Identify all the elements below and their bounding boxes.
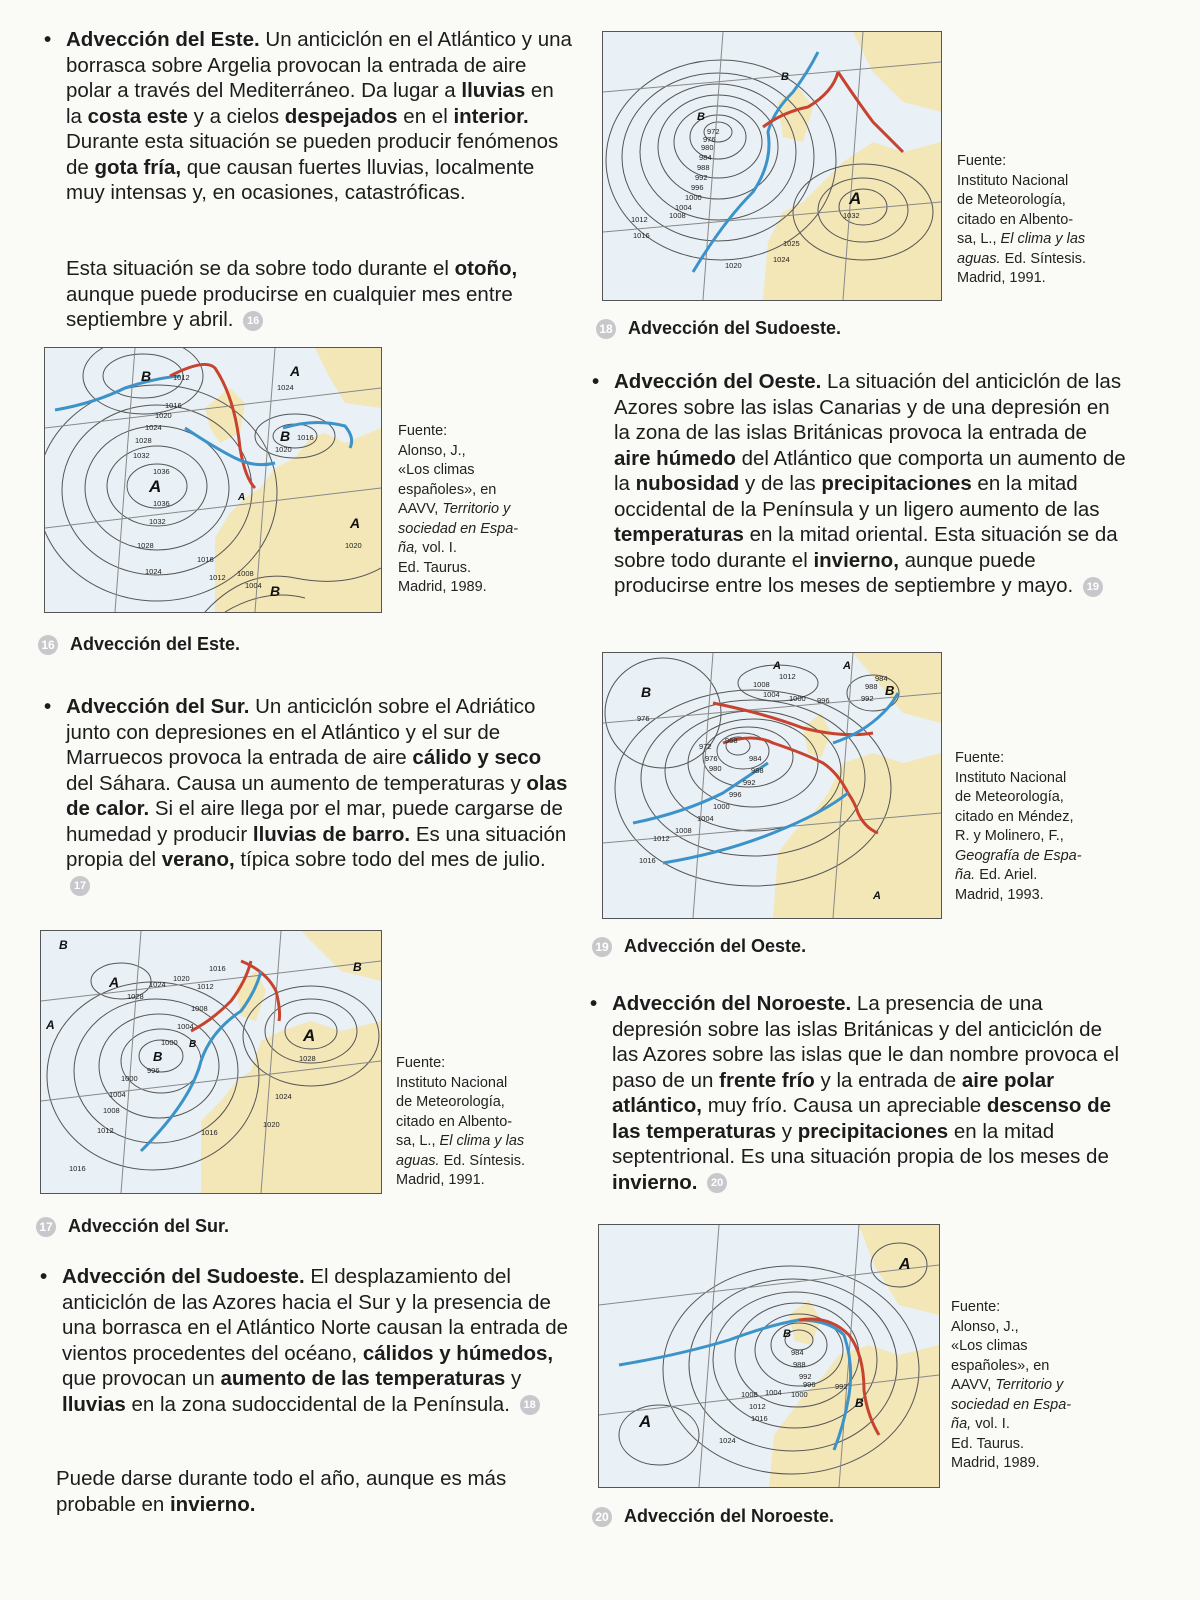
pressure-label: A (350, 515, 361, 531)
isobar-value: 1008 (741, 1390, 758, 1399)
isobar-value: 984 (875, 674, 888, 683)
pressure-label: B (641, 684, 652, 700)
pressure-label: A (849, 189, 862, 208)
figure-ref-16[interactable]: 16 (243, 311, 263, 331)
isobar-value: 996 (729, 790, 742, 799)
isobar-value: 988 (865, 682, 878, 691)
isobar-value: 1004 (109, 1090, 126, 1099)
figure-number: 16 (38, 635, 58, 655)
pressure-label: B (783, 1328, 791, 1340)
weather-map-20 (599, 1225, 939, 1487)
isobar-value: 1008 (753, 680, 770, 689)
isobar-value: 1024 (145, 567, 162, 576)
isobar-value: 992 (695, 173, 708, 182)
paragraph-oeste: • Advección del Oeste. La situación del anticiclón de las Azores sobre las islas Canarias y de una depresión en la zona de las islas Británicas provoca la entrada de aire húmedo del Atlántico que comporta un aumento de la nubosidad y de las precipitaciones en la mitad occidental de la Península y un ligero aumento de las temperaturas en la mitad oriental. Esta situación se da sobre todo durante el invierno, aunque puede producirse entre los meses de septiembre y mayo. 19 (592, 369, 1126, 599)
isobar-value: 1028 (137, 541, 154, 550)
paragraph-noroeste: • Advección del Noroeste. La presencia de una depresión sobre las islas Británicas y del anticiclón de las Azores sobre las islas que le dan nombre provoca el paso de un frente frío y la entrada de aire polar atlántico, muy frío. Causa un apreciable descenso de las temperaturas y precipitaciones en la mitad septentrional. Es una situación propia de los meses de invierno. 20 (590, 991, 1124, 1195)
isobar-value: 972 (699, 742, 712, 751)
pressure-label: B (280, 428, 291, 444)
map-adveccion-sur (40, 930, 382, 1194)
isobar-value: 1020 (275, 445, 292, 454)
isobar-value: 1012 (173, 373, 190, 382)
pressure-label: A (843, 660, 851, 672)
isobar-value: 1032 (133, 451, 150, 460)
isobar-value: 1036 (153, 467, 170, 476)
isobar-value: 1016 (633, 231, 650, 240)
pressure-label: B (781, 71, 789, 83)
isobar-value: 1004 (245, 581, 262, 590)
isobar-value: 1024 (275, 1092, 292, 1101)
pressure-label: A (303, 1026, 316, 1045)
isobar-value: 996 (147, 1066, 160, 1075)
pressure-label: B (189, 1039, 197, 1050)
isobar-value: 1024 (719, 1436, 736, 1445)
isobar-value: 1016 (209, 964, 226, 973)
isobar-value: 1016 (639, 856, 656, 865)
isobar-value: 1024 (773, 255, 790, 264)
paragraph-este: • Advección del Este. Un anticiclón en el Atlántico y una borrasca sobre Argelia provocan la entrada de aire polar a través del Mediterráneo. Da lugar a lluvias en la costa este y a cielos despejados en el interior. Durante esta situación se pueden producir fenómenos de gota fría, que causan fuertes lluvias, localmente muy intensas y, en ocasiones, catastróficas. (44, 27, 574, 206)
isobar-value: 1008 (191, 1004, 208, 1013)
isobar-value: 1016 (297, 433, 314, 442)
isobar-value: 1004 (697, 814, 714, 823)
isobar-value: 1020 (345, 541, 362, 550)
pressure-label: A (773, 660, 781, 672)
isobar-value: 996 (691, 183, 704, 192)
isobar-value: 1024 (277, 383, 294, 392)
isobar-value: 1020 (725, 261, 742, 270)
isobar-value: 976 (705, 754, 718, 763)
isobar-value: 1028 (127, 992, 144, 1001)
pressure-label: B (697, 111, 705, 123)
paragraph-sudoeste-2: Puede darse durante todo el año, aunque es más probable en invierno. (56, 1467, 507, 1516)
caption-18: 18 Advección del Sudoeste. (596, 318, 841, 339)
isobar-value: 992 (861, 694, 874, 703)
isobar-value: 1020 (155, 411, 172, 420)
map-adveccion-este (44, 347, 382, 613)
isobar-value: 1008 (237, 569, 254, 578)
pressure-label: B (141, 368, 152, 384)
isobar-value: 992 (743, 778, 756, 787)
isobar-value: 1036 (153, 499, 170, 508)
isobar-value: 1004 (765, 1388, 782, 1397)
isobar-value: 1000 (161, 1038, 178, 1047)
isobar-value: 1020 (263, 1120, 280, 1129)
pressure-label: B (885, 683, 895, 698)
map-adveccion-noroeste (598, 1224, 940, 1488)
isobar-value: 1000 (685, 193, 702, 202)
isobar-value: 976 (703, 135, 716, 144)
isobar-value: 1012 (209, 573, 226, 582)
source-19: Fuente: Instituto Nacional de Meteorología, citado en Méndez, R. y Molinero, F., Geografía de Espa- ña. Ed. Ariel. Madrid, 1993. (955, 750, 1082, 903)
isobar-value: 988 (697, 163, 710, 172)
isobar-value: 992 (799, 1372, 812, 1381)
isobar-value: 1020 (173, 974, 190, 983)
isobar-value: 1016 (197, 555, 214, 564)
source-20: Fuente: Alonso, J., «Los climas españoles», en AAVV, Territorio y sociedad en Espa- ña, vol. I. Ed. Taurus. Madrid, 1989. (951, 1299, 1072, 1471)
figure-ref-17[interactable]: 17 (70, 876, 90, 896)
figure-ref-20[interactable]: 20 (707, 1173, 727, 1193)
caption-19: 19 Advección del Oeste. (592, 936, 806, 957)
weather-map-16 (45, 348, 381, 612)
isobar-value: 1008 (669, 211, 686, 220)
caption-20: 20 Advección del Noroeste. (592, 1506, 834, 1527)
isobar-value: 980 (701, 143, 714, 152)
isobar-value: 1024 (149, 980, 166, 989)
isobar-value: 1016 (201, 1128, 218, 1137)
weather-map-18 (603, 32, 941, 300)
pressure-label: B (855, 1396, 864, 1410)
isobar-value: 1012 (97, 1126, 114, 1135)
isobar-value: 976 (637, 714, 650, 723)
caption-17: 17 Advección del Sur. (36, 1216, 229, 1237)
pressure-label: B (153, 1049, 163, 1064)
figure-number: 18 (596, 319, 616, 339)
isobar-value: 996 (803, 1380, 816, 1389)
source-18: Fuente: Instituto Nacional de Meteorología, citado en Albento- sa, L., El clima y las aguas. Ed. Síntesis. Madrid, 1991. (957, 153, 1086, 286)
figure-number: 20 (592, 1507, 612, 1527)
isobar-value: 1016 (69, 1164, 86, 1173)
isobar-value: 1016 (751, 1414, 768, 1423)
isobar-value: 1004 (763, 690, 780, 699)
pressure-label: A (149, 477, 162, 496)
isobar-value: 988 (793, 1360, 806, 1369)
isobar-value: 1016 (165, 401, 182, 410)
map-adveccion-sudoeste (602, 31, 942, 301)
caption-16: 16 Advección del Este. (38, 634, 240, 655)
isobar-value: 992 (835, 1382, 848, 1391)
source-17: Fuente: Instituto Nacional de Meteorología, citado en Albento- sa, L., El clima y las aguas. Ed. Síntesis. Madrid, 1991. (396, 1055, 525, 1188)
isobar-value: 1012 (749, 1402, 766, 1411)
figure-number: 19 (592, 937, 612, 957)
figure-number: 17 (36, 1217, 56, 1237)
weather-map-19 (603, 653, 941, 918)
isobar-value: 984 (749, 754, 762, 763)
figure-ref-19[interactable]: 19 (1083, 577, 1103, 597)
isobar-value: 1000 (791, 1390, 808, 1399)
pressure-label: A (639, 1412, 652, 1431)
isobar-value: 1000 (121, 1074, 138, 1083)
paragraph-sudoeste: • Advección del Sudoeste. El desplazamiento del anticiclón de las Azores hacia el Sur y la presencia de una borrasca en el Atlántico Norte causan la entrada de vientos procedentes del océano, cálidos y húmedos, que provocan un aumento de las temperaturas y lluvias en la zona sudoccidental de la Península. 18 (40, 1264, 570, 1417)
isobar-value: 1000 (713, 802, 730, 811)
isobar-value: 1012 (197, 982, 214, 991)
isobar-value: 972 (707, 127, 720, 136)
isobar-value: 1008 (103, 1106, 120, 1115)
isobar-value: 1012 (653, 834, 670, 843)
isobar-value: 988 (751, 766, 764, 775)
isobar-value: 1028 (135, 436, 152, 445)
pressure-label: A (109, 974, 120, 990)
pressure-label: A (873, 890, 881, 902)
pressure-label: A (238, 492, 246, 503)
paragraph-este-2: Esta situación se da sobre todo durante el otoño, aunque puede producirse en cualquier mes entre septiembre y abril. 16 (66, 257, 518, 331)
isobar-value: 1032 (149, 517, 166, 526)
map-adveccion-oeste (602, 652, 942, 919)
isobar-value: 968 (725, 736, 738, 745)
pressure-label: A (899, 1256, 911, 1273)
isobar-value: 1008 (675, 826, 692, 835)
isobar-value: 996 (817, 696, 830, 705)
pressure-label: B (59, 938, 68, 952)
pressure-label: B (353, 960, 362, 974)
isobar-value: 1012 (631, 215, 648, 224)
isobar-value: 1004 (177, 1022, 194, 1031)
isobar-value: 1024 (145, 423, 162, 432)
isobar-value: 1004 (675, 203, 692, 212)
isobar-value: 1012 (779, 672, 796, 681)
weather-map-17 (41, 931, 381, 1193)
isobar-value: 980 (709, 764, 722, 773)
isobar-value: 1032 (843, 211, 860, 220)
isobar-value: 1000 (789, 694, 806, 703)
source-16: Fuente: Alonso, J., «Los climas españoles», en AAVV, Territorio y sociedad en Espa- ña, vol. I. Ed. Taurus. Madrid, 1989. (398, 423, 519, 595)
isobar-value: 1025 (783, 239, 800, 248)
pressure-label: A (46, 1018, 55, 1032)
isobar-value: 1028 (299, 1054, 316, 1063)
isobar-value: 984 (699, 153, 712, 162)
pressure-label: B (270, 583, 281, 599)
isobar-value: 984 (791, 1348, 804, 1357)
paragraph-sur: • Advección del Sur. Un anticiclón sobre el Adriático junto con depresiones en el Atlántico y el sur de Marruecos provoca la entrada de aire cálido y seco del Sáhara. Causa un aumento de temperaturas y olas de calor. Si el aire llega por el mar, puede cargarse de humedad y producir lluvias de barro. Es una situación propia del verano, típica sobre todo del mes de julio. 17 (44, 694, 571, 898)
pressure-label: A (290, 363, 301, 379)
figure-ref-18[interactable]: 18 (520, 1395, 540, 1415)
